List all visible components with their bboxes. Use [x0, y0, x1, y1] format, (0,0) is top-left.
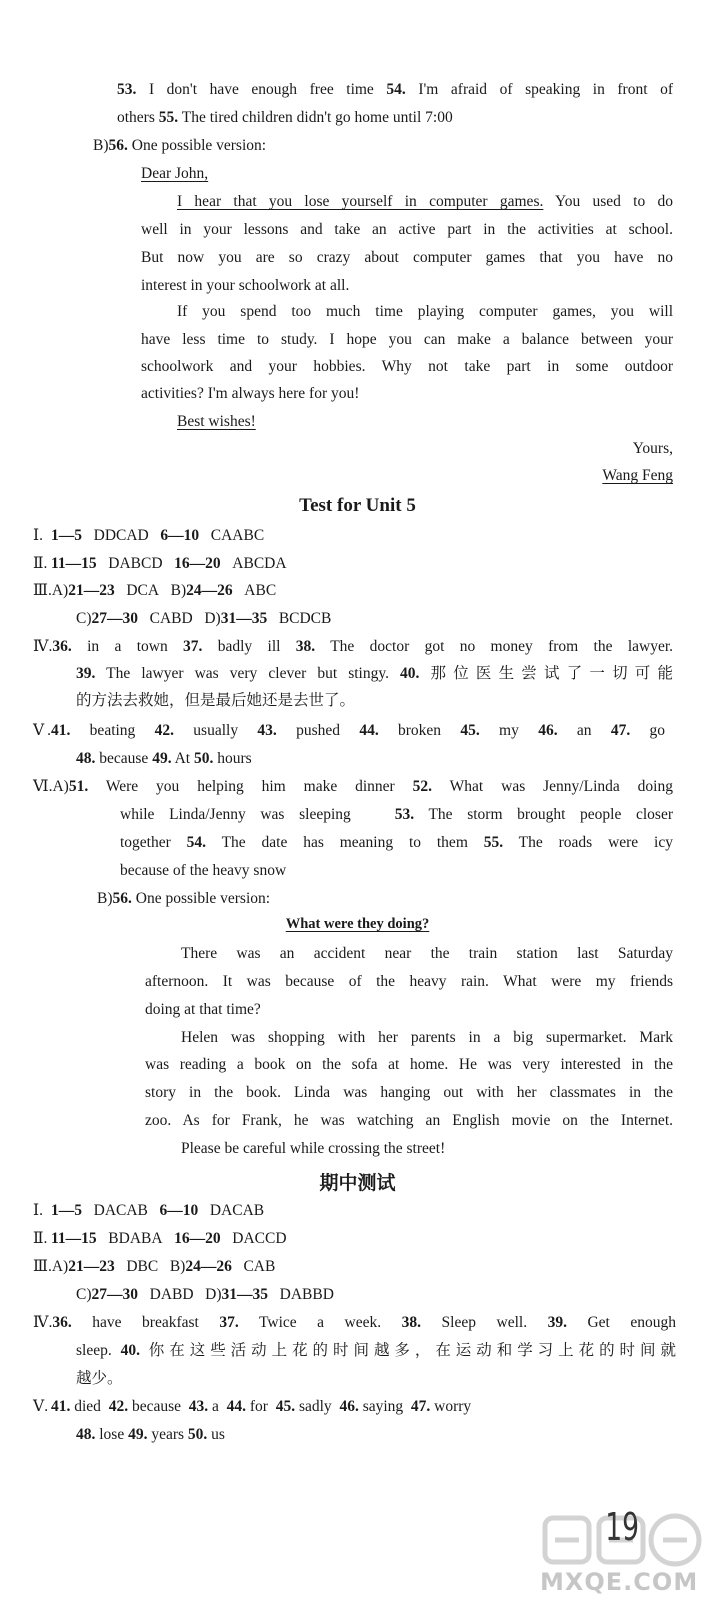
midterm-section-4-line2: sleep. 40. 你在这些活动上花的时间越多，在运动和学习上花的时间就: [76, 1342, 676, 1359]
unit5-title: Test for Unit 5: [299, 495, 416, 516]
section-b-56-label: B)56. One possible version:: [93, 137, 267, 154]
essay-line-6: story in the book. Linda was hanging out with her classmates in the: [145, 1084, 673, 1101]
letter-greeting: Dear John,: [141, 165, 209, 182]
unit5-section-6-line4: because of the heavy snow: [120, 862, 287, 879]
letter-yours: Yours,: [632, 440, 673, 457]
letter-p1-line1: I hear that you lose yourself in computer games. You used to do: [177, 193, 673, 210]
unit5-section-4-line2: 39. The lawyer was very clever but stingy. 40. 那位医生尝试了一切可能: [76, 665, 673, 682]
midterm-section-1: Ⅰ. 1—5 DACAB 6—10 DACAB: [33, 1202, 265, 1219]
essay-line-3: doing at that time?: [145, 1001, 261, 1018]
unit5-section-3b: C)27—30 CABD D)31—35 BCDCB: [76, 610, 332, 627]
unit5-section-6-line3: together 54. The date has meaning to them 55. The roads were icy: [120, 834, 673, 851]
midterm-section-5-line1: Ⅴ. 41. died 42. because 43. a 44. for 45. sadly 46. saying 47. worry: [33, 1398, 472, 1415]
unit5-section-4-line1: Ⅳ.36. in a town 37. badly ill 38. The doctor got no money from the lawyer.: [33, 638, 674, 655]
unit5-section-2: Ⅱ. 11—15 DABCD 16—20 ABCDA: [33, 555, 287, 572]
unit5-section-6-line1: Ⅵ.A)51. Were you helping him make dinner 52. What was Jenny/Linda doing: [33, 778, 673, 795]
unit5-section-6-line2: while Linda/Jenny was sleeping 53. The storm brought people closer: [120, 806, 673, 823]
essay-line-2: afternoon. It was because of the heavy rain. What were my friends: [145, 973, 673, 990]
midterm-section-3b: C)27—30 DABD D)31—35 DABBD: [76, 1286, 334, 1303]
midterm-section-3a: Ⅲ.A)21—23 DBC B)24—26 CAB: [33, 1258, 276, 1275]
answer-line-53-54: 53. I don't have enough free time 54. I'm afraid of speaking in front of: [117, 81, 673, 98]
essay-line-4: Helen was shopping with her parents in a big supermarket. Mark: [181, 1029, 673, 1046]
midterm-title: 期中测试: [319, 1173, 396, 1194]
essay-line-1: There was an accident near the train station last Saturday: [181, 945, 673, 962]
letter-signature: Wang Feng: [602, 467, 673, 484]
letter-p2-line4: activities? I'm always here for you!: [141, 385, 360, 402]
letter-closing: Best wishes!: [177, 413, 256, 430]
unit5-section-1: Ⅰ. 1—5 DDCAD 6—10 CAABC: [33, 527, 265, 544]
watermark-text: MXQE.COM: [540, 1568, 699, 1596]
unit5-essay-title: What were they doing?: [285, 916, 430, 932]
essay-line-8: Please be careful while crossing the street!: [181, 1140, 446, 1157]
unit5-b56-label: B)56. One possible version:: [97, 890, 271, 907]
midterm-section-5-line2: 48. lose 49. years 50. us: [76, 1426, 225, 1443]
midterm-section-4-line1: Ⅳ.36. have breakfast 37. Twice a week. 38. Sleep well. 39. Get enough: [33, 1314, 677, 1331]
page-number: 19: [605, 1505, 640, 1549]
letter-p1-line3: But now you are so crazy about computer games that you have no: [141, 249, 673, 266]
essay-line-7: zoo. As for Frank, he was watching an English movie on the Internet.: [145, 1112, 673, 1129]
answer-line-55: others 55. The tired children didn't go home until 7:00: [117, 109, 453, 126]
letter-p2-line1: If you spend too much time playing computer games, you will: [177, 303, 673, 320]
essay-line-5: was reading a book on the sofa at home. He was very interested in the: [145, 1056, 673, 1073]
letter-p1-line2: well in your lessons and take an active part in the activities at school.: [141, 221, 673, 238]
midterm-section-2: Ⅱ. 11—15 BDABA 16—20 DACCD: [33, 1230, 287, 1247]
letter-p2-line2: have less time to study. I hope you can make a balance between your: [141, 331, 673, 348]
midterm-section-4-line3: 越少。: [76, 1370, 123, 1387]
letter-p1-line4: interest in your schoolwork at all.: [141, 277, 350, 294]
unit5-section-5-line1: Ⅴ.41. beating 42. usually 43. pushed 44. broken 45. my 46. an 47. go: [33, 722, 666, 739]
letter-p2-line3: schoolwork and your hobbies. Why not take part in some outdoor: [141, 358, 673, 375]
unit5-section-3a: Ⅲ.A)21—23 DCA B)24—26 ABC: [33, 582, 277, 599]
unit5-section-5-line2: 48. because 49. At 50. hours: [76, 750, 252, 767]
unit5-section-4-line3: 的方法去救她，但是最后她还是去世了。: [76, 692, 356, 709]
